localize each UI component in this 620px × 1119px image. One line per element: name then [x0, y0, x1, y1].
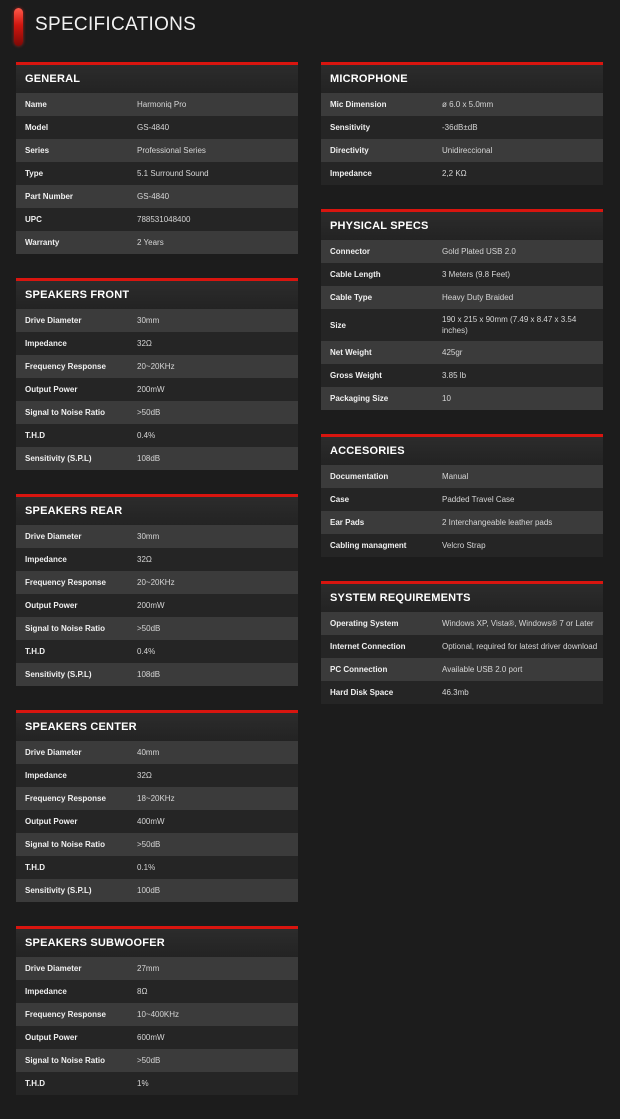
spec-value: 30mm: [137, 532, 160, 541]
spec-label: Output Power: [25, 601, 78, 610]
spec-row: [16, 594, 298, 617]
spec-table: [16, 309, 298, 470]
spec-label: Frequency Response: [25, 362, 106, 371]
spec-row: [321, 488, 603, 511]
spec-label: Drive Diameter: [25, 964, 82, 973]
spec-value: 2 Years: [137, 238, 164, 247]
spec-value: GS-4840: [137, 192, 170, 201]
spec-row: [16, 1072, 298, 1095]
spec-label: Output Power: [25, 817, 78, 826]
spec-row: [321, 387, 603, 410]
spec-value: 32Ω: [137, 555, 152, 564]
spec-value: >50dB: [137, 408, 161, 417]
spec-label: Connector: [330, 247, 370, 256]
spec-row: [16, 447, 298, 470]
spec-value: 30mm: [137, 316, 160, 325]
spec-table: [16, 741, 298, 902]
spec-label: Frequency Response: [25, 578, 106, 587]
spec-value: 200mW: [137, 385, 165, 394]
spec-value: 3 Meters (9.8 Feet): [442, 270, 511, 279]
spec-row: [16, 355, 298, 378]
section-speakers-rear: [16, 494, 298, 686]
section-physical-specs: [321, 209, 603, 410]
spec-label: Ear Pads: [330, 518, 365, 527]
spec-label: PC Connection: [330, 665, 388, 674]
section-title: SPEAKERS REAR: [16, 497, 298, 525]
spec-value: Heavy Duty Braided: [442, 293, 514, 302]
spec-label: Drive Diameter: [25, 316, 82, 325]
spec-value: 27mm: [137, 964, 160, 973]
spec-row: [16, 741, 298, 764]
section-title: PHYSICAL SPECS: [321, 212, 603, 240]
spec-label: Drive Diameter: [25, 748, 82, 757]
spec-label: Documentation: [330, 472, 389, 481]
spec-row: [16, 617, 298, 640]
spec-row: [16, 185, 298, 208]
spec-value: 5.1 Surround Sound: [137, 169, 209, 178]
spec-row: [16, 548, 298, 571]
spec-value: 0.4%: [137, 647, 156, 656]
spec-row: [321, 341, 603, 364]
spec-row: [16, 378, 298, 401]
spec-table: [321, 612, 603, 704]
spec-label: Case: [330, 495, 350, 504]
spec-row: [321, 162, 603, 185]
spec-label: Cable Length: [330, 270, 381, 279]
section-speakers-center: [16, 710, 298, 902]
spec-label: Name: [25, 100, 47, 109]
spec-row: [321, 309, 603, 341]
spec-row: [321, 635, 603, 658]
section-general: [16, 62, 298, 254]
spec-table: [16, 525, 298, 686]
section-title: ACCESORIES: [321, 437, 603, 465]
spec-value: Optional, required for latest driver download: [442, 642, 598, 651]
spec-label: T.H.D: [25, 431, 45, 440]
spec-label: Impedance: [330, 169, 372, 178]
spec-label: Mic Dimension: [330, 100, 387, 109]
spec-row: [16, 525, 298, 548]
spec-row: [16, 208, 298, 231]
spec-value: 400mW: [137, 817, 165, 826]
spec-value: ø 6.0 x 5.0mm: [442, 100, 494, 109]
spec-row: [321, 116, 603, 139]
spec-row: [16, 93, 298, 116]
spec-row: [16, 571, 298, 594]
spec-label: Sensitivity (S.P.L): [25, 670, 92, 679]
spec-label: Signal to Noise Ratio: [25, 408, 106, 417]
spec-row: [16, 787, 298, 810]
spec-row: [321, 93, 603, 116]
spec-label: Series: [25, 146, 50, 155]
spec-value: 40mm: [137, 748, 160, 757]
spec-label: Impedance: [25, 339, 67, 348]
spec-label: Net Weight: [330, 348, 372, 357]
spec-label: Signal to Noise Ratio: [25, 624, 106, 633]
spec-value: 8Ω: [137, 987, 148, 996]
spec-value: 3.85 lb: [442, 371, 467, 380]
spec-row: [321, 286, 603, 309]
section-speakers-front: [16, 278, 298, 470]
spec-label: T.H.D: [25, 1079, 45, 1088]
spec-value: Unidireccional: [442, 146, 493, 155]
spec-label: Cable Type: [330, 293, 373, 302]
section-accesories: [321, 434, 603, 557]
spec-value: 108dB: [137, 670, 161, 679]
section-title: MICROPHONE: [321, 65, 603, 93]
spec-value: 2,2 KΩ: [442, 169, 467, 178]
spec-value: 46.3mb: [442, 688, 469, 697]
spec-label: Part Number: [25, 192, 74, 201]
spec-row: [16, 309, 298, 332]
right-column: [321, 62, 603, 728]
spec-value: 0.4%: [137, 431, 156, 440]
spec-row: [16, 332, 298, 355]
spec-label: Sensitivity: [330, 123, 371, 132]
spec-row: [16, 856, 298, 879]
spec-row: [321, 240, 603, 263]
spec-label: Impedance: [25, 771, 67, 780]
spec-label: UPC: [25, 215, 42, 224]
spec-value: Windows XP, Vista®, Windows® 7 or Later: [442, 619, 594, 628]
section-title: SPEAKERS SUBWOOFER: [16, 929, 298, 957]
spec-value: 2 Interchangeable leather pads: [442, 518, 553, 527]
spec-label: Hard Disk Space: [330, 688, 394, 697]
section-title: GENERAL: [16, 65, 298, 93]
spec-label: Gross Weight: [330, 371, 382, 380]
spec-label: Size: [330, 320, 347, 330]
spec-row: [321, 534, 603, 557]
left-column: [16, 62, 298, 1119]
page-title: SPECIFICATIONS: [35, 14, 197, 35]
spec-row: [321, 139, 603, 162]
spec-row: [16, 231, 298, 254]
spec-row: [321, 658, 603, 681]
spec-label: Signal to Noise Ratio: [25, 840, 106, 849]
spec-row: [321, 681, 603, 704]
spec-row: [16, 116, 298, 139]
spec-row: [16, 980, 298, 1003]
spec-label: Sensitivity (S.P.L): [25, 886, 92, 895]
spec-label: Frequency Response: [25, 794, 106, 803]
red-pill-decoration: [14, 8, 23, 46]
spec-row: [16, 1026, 298, 1049]
spec-value: 32Ω: [137, 771, 152, 780]
spec-label: Drive Diameter: [25, 532, 82, 541]
section-system-requirements: [321, 581, 603, 704]
spec-label: Impedance: [25, 555, 67, 564]
spec-value: 20~20KHz: [137, 578, 175, 587]
section-microphone: [321, 62, 603, 185]
spec-row: [321, 465, 603, 488]
spec-value: GS-4840: [137, 123, 170, 132]
spec-label: Output Power: [25, 385, 78, 394]
spec-value: -36dB±dB: [442, 123, 478, 132]
spec-table: [321, 465, 603, 557]
spec-value: >50dB: [137, 840, 161, 849]
spec-label: Frequency Response: [25, 1010, 106, 1019]
spec-row: [16, 810, 298, 833]
spec-label: Signal to Noise Ratio: [25, 1056, 106, 1065]
page-header: [0, 0, 620, 52]
spec-value: >50dB: [137, 1056, 161, 1065]
spec-label: T.H.D: [25, 647, 45, 656]
spec-value: Manual: [442, 472, 469, 481]
spec-value: 10~400KHz: [137, 1010, 180, 1019]
spec-row: [16, 957, 298, 980]
spec-row: [16, 879, 298, 902]
spec-value: 18~20KHz: [137, 794, 175, 803]
spec-value: 10: [442, 394, 451, 403]
section-title: SYSTEM REQUIREMENTS: [321, 584, 603, 612]
spec-value: >50dB: [137, 624, 161, 633]
spec-value: Gold Plated USB 2.0: [442, 247, 516, 256]
spec-row: [16, 1003, 298, 1026]
spec-label: Operating System: [330, 619, 399, 628]
section-title: SPEAKERS CENTER: [16, 713, 298, 741]
spec-label: Directivity: [330, 146, 369, 155]
spec-label: Impedance: [25, 987, 67, 996]
spec-label: Type: [25, 169, 44, 178]
spec-table: [16, 93, 298, 254]
spec-value: 32Ω: [137, 339, 152, 348]
spec-table: [321, 93, 603, 185]
spec-value: Professional Series: [137, 146, 206, 155]
spec-row: [16, 764, 298, 787]
spec-value: 0.1%: [137, 863, 156, 872]
spec-value: 20~20KHz: [137, 362, 175, 371]
spec-value: Available USB 2.0 port: [442, 665, 523, 674]
spec-row: [16, 401, 298, 424]
spec-value: 108dB: [137, 454, 161, 463]
spec-value: 100dB: [137, 886, 161, 895]
section-speakers-subwoofer: [16, 926, 298, 1095]
spec-value: 600mW: [137, 1033, 165, 1042]
spec-row: [16, 424, 298, 447]
spec-label: Model: [25, 123, 49, 132]
spec-label: T.H.D: [25, 863, 45, 872]
spec-value: 425gr: [442, 348, 463, 357]
spec-value: Velcro Strap: [442, 541, 486, 550]
spec-value: 200mW: [137, 601, 165, 610]
spec-row: [16, 139, 298, 162]
spec-label: Output Power: [25, 1033, 78, 1042]
spec-table: [321, 240, 603, 410]
spec-table: [16, 957, 298, 1095]
spec-value: Harmoniq Pro: [137, 100, 187, 109]
spec-row: [321, 511, 603, 534]
spec-row: [321, 364, 603, 387]
spec-row: [16, 162, 298, 185]
spec-row: [321, 612, 603, 635]
spec-row: [16, 1049, 298, 1072]
spec-label: Cabling managment: [330, 541, 407, 550]
spec-label: Packaging Size: [330, 394, 389, 403]
spec-row: [321, 263, 603, 286]
spec-value: 190 x 215 x 90mm (7.49 x 8.47 x 3.54 inches): [442, 315, 577, 335]
spec-label: Internet Connection: [330, 642, 406, 651]
spec-row: [16, 663, 298, 686]
spec-value: 788531048400: [137, 215, 191, 224]
spec-row: [16, 640, 298, 663]
spec-row: [16, 833, 298, 856]
section-title: SPEAKERS FRONT: [16, 281, 298, 309]
spec-value: Padded Travel Case: [442, 495, 515, 504]
spec-value: 1%: [137, 1079, 149, 1088]
spec-label: Warranty: [25, 238, 60, 247]
spec-label: Sensitivity (S.P.L): [25, 454, 92, 463]
